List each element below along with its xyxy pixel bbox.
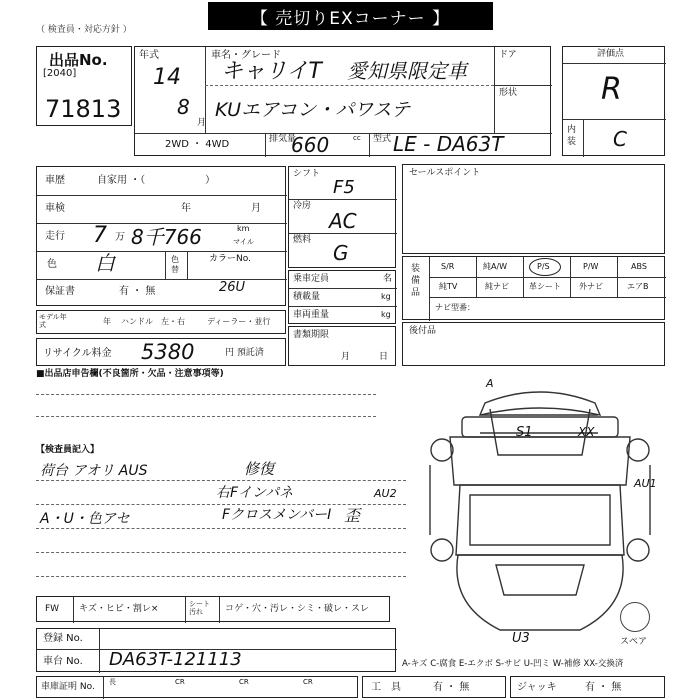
name-label: 車名・グレード [211,50,281,61]
capacity-label: 乗車定員 [293,274,330,284]
capacity-unit: 名 [383,274,393,284]
fw-seat: シート汚れ [189,600,210,616]
fuel-label: 燃料 [293,235,312,245]
cert-label: 車庫証明 No. [41,682,95,692]
equip-aw: 純A/W [483,262,508,271]
note-au: A・U・色アセ [40,511,130,527]
model-label: 型式 [373,134,392,144]
equip-leather: 革シート [529,282,561,291]
mark-left: AU2 [374,487,397,500]
rating-score: R [601,72,622,107]
shaken-year: 年 [181,203,191,214]
car-name: キャリイT [221,59,322,84]
fuel-value: G [333,241,349,265]
chassis-value: DA63T-121113 [109,649,242,670]
jack-row [510,676,665,698]
note-warp: 歪 [344,506,361,525]
tool-label: 工 具 [371,682,401,693]
mark-xx: XX [578,425,595,439]
shift-label: シフト [293,169,321,179]
inspection-box [288,326,396,366]
capacity-box [288,270,396,324]
cert-row [36,676,358,698]
fw-text: キズ・ヒビ・割レ× [79,604,159,614]
cert-col-2: CR [175,678,185,686]
color-change: 色替 [171,255,179,274]
banner: 【 売切りEXコーナー 】 [208,2,493,30]
equip-pw: P/W [583,262,599,271]
model-year-label: モデル年式 [39,313,67,329]
car-name-note: 愛知県限定車 [347,59,467,83]
color-value: 白 [95,251,115,275]
recycle-label: リサイクル料金 [43,348,112,359]
note-crossmember: FクロスメンバーⅠ [222,507,332,523]
equip-sr: S/R [441,262,455,271]
handle-label: ハンドル 左・右 [121,317,185,326]
mileage-rest: 8千766 [131,225,202,249]
man-unit: 万 [115,232,125,243]
color-label: 色 [47,259,57,270]
chassis-label: 車台 No. [43,656,83,667]
cert-col-4: CR [303,678,313,686]
equip-ext-navi: 外ナビ [579,282,603,291]
model-value: LE - DA63T [393,132,504,156]
equip-abs: ABS [631,262,647,271]
equip-airbag: エアB [627,282,649,291]
displacement-label: 排気量 [269,134,297,144]
equip-ps: P/S [537,262,550,271]
interior-label: 内装 [567,125,577,147]
inspection-month: 月 [341,352,351,362]
mark-s1: S1 [516,425,533,440]
sales-point-label: セールスポイント [409,168,481,178]
history-label: 車歴 [45,175,65,186]
color-no: 26U [219,280,246,295]
inspector-label: 【検査員記入】 [36,445,100,455]
shaken-month: 月 [251,203,261,214]
inspection-label: 書類期限 [293,330,330,340]
shape-label: 形状 [499,88,518,98]
month-value: 8 [177,95,190,119]
cert-col-1: 長 [109,678,116,686]
aftermarket-box [402,322,665,366]
tool-value: 有 ・ 無 [433,682,470,693]
equip-tv: 純TV [439,282,458,291]
rating-box [562,46,665,156]
fw-label: FW [45,604,60,614]
displacement-value: 660 [291,133,330,157]
mile-unit: マイル [233,238,254,246]
ac-value: AC [329,209,357,233]
fw-row [36,596,390,622]
registration-box [36,628,396,672]
rating-label: 評価点 [597,49,625,59]
lot-box [36,46,132,126]
fw-text2: コゲ・穴・汚レ・シミ・破レ・スレ [225,604,370,614]
recycle-unit: 円 預託済 [225,348,264,358]
recycle-value: 5380 [141,340,195,364]
model-year-row [36,310,286,334]
cert-col-3: CR [239,678,249,686]
weight-label: 車両重量 [293,310,330,320]
load-label: 積載量 [293,292,321,302]
weight-unit: kg [381,310,391,319]
mark-right: AU1 [634,477,657,490]
mileage-man: 7 [93,223,107,248]
model-year-unit: 年 [103,317,111,326]
warranty-value: 有 ・ 無 [119,286,156,297]
mark-bottom: U3 [512,631,530,646]
warranty-label: 保証書 [45,286,75,297]
equipment-side-label: 装備品 [411,264,421,299]
ac-label: 冷房 [293,201,312,211]
equipment-box [402,256,665,320]
shaken-label: 車検 [45,203,65,214]
seller-note-label: ■出品店申告欄(不良箇所・欠品・注意事項等) [36,369,224,379]
note-repair: 修復 [244,460,275,478]
spare-label: スペア [620,637,648,647]
color-no-label: カラーNo. [209,254,251,264]
drive-type: 2WD ・ 4WD [165,139,230,150]
door-label: ドア [499,50,517,60]
aftermarket-label: 後付品 [409,326,437,336]
month-unit: 月 [197,118,207,128]
jack-label: ジャッキ [517,682,557,693]
mark-top: A [486,377,494,390]
lot-number: 71813 [45,95,122,123]
tool-row [362,676,506,698]
specs-box [288,166,396,268]
history-box [36,166,286,306]
car-grade: KUエアコン・パワステ [215,99,411,121]
lot-label: 出品No. [49,51,108,69]
note-instrument: 右Fインパネ [216,485,294,501]
navi-model-label: ナビ型番： [435,303,475,312]
inspection-day: 日 [379,352,389,362]
dealer-label: ディーラー・並行 [207,317,271,326]
top-note: （ 検査員・対応方針 ） [36,25,132,35]
year-value: 14 [153,65,181,90]
load-unit: kg [381,292,391,301]
cc-unit: cc [353,134,361,142]
interior-value: C [613,127,627,151]
note-bed: 荷台 アオリ AUS [40,463,148,479]
history-value: 自家用 ・（ ） [97,175,216,186]
recycle-row [36,338,286,366]
car-info-box [134,46,551,156]
shift-value: F5 [333,177,355,198]
lot-code: [2040] [43,68,77,79]
equip-navi: 純ナビ [485,282,509,291]
jack-value: 有 ・ 無 [585,682,622,693]
km-unit: km [237,224,250,233]
circle-mark [529,258,561,276]
sales-point-box [402,164,665,254]
mileage-label: 走行 [45,231,65,242]
reg-label: 登録 No. [43,633,83,644]
spare-tire-icon [620,602,650,632]
damage-legend: A-キズ C-腐食 E-エクボ S-サビ U-凹ミ W-補修 XX-交換済 [402,659,624,669]
year-label: 年式 [139,50,159,61]
